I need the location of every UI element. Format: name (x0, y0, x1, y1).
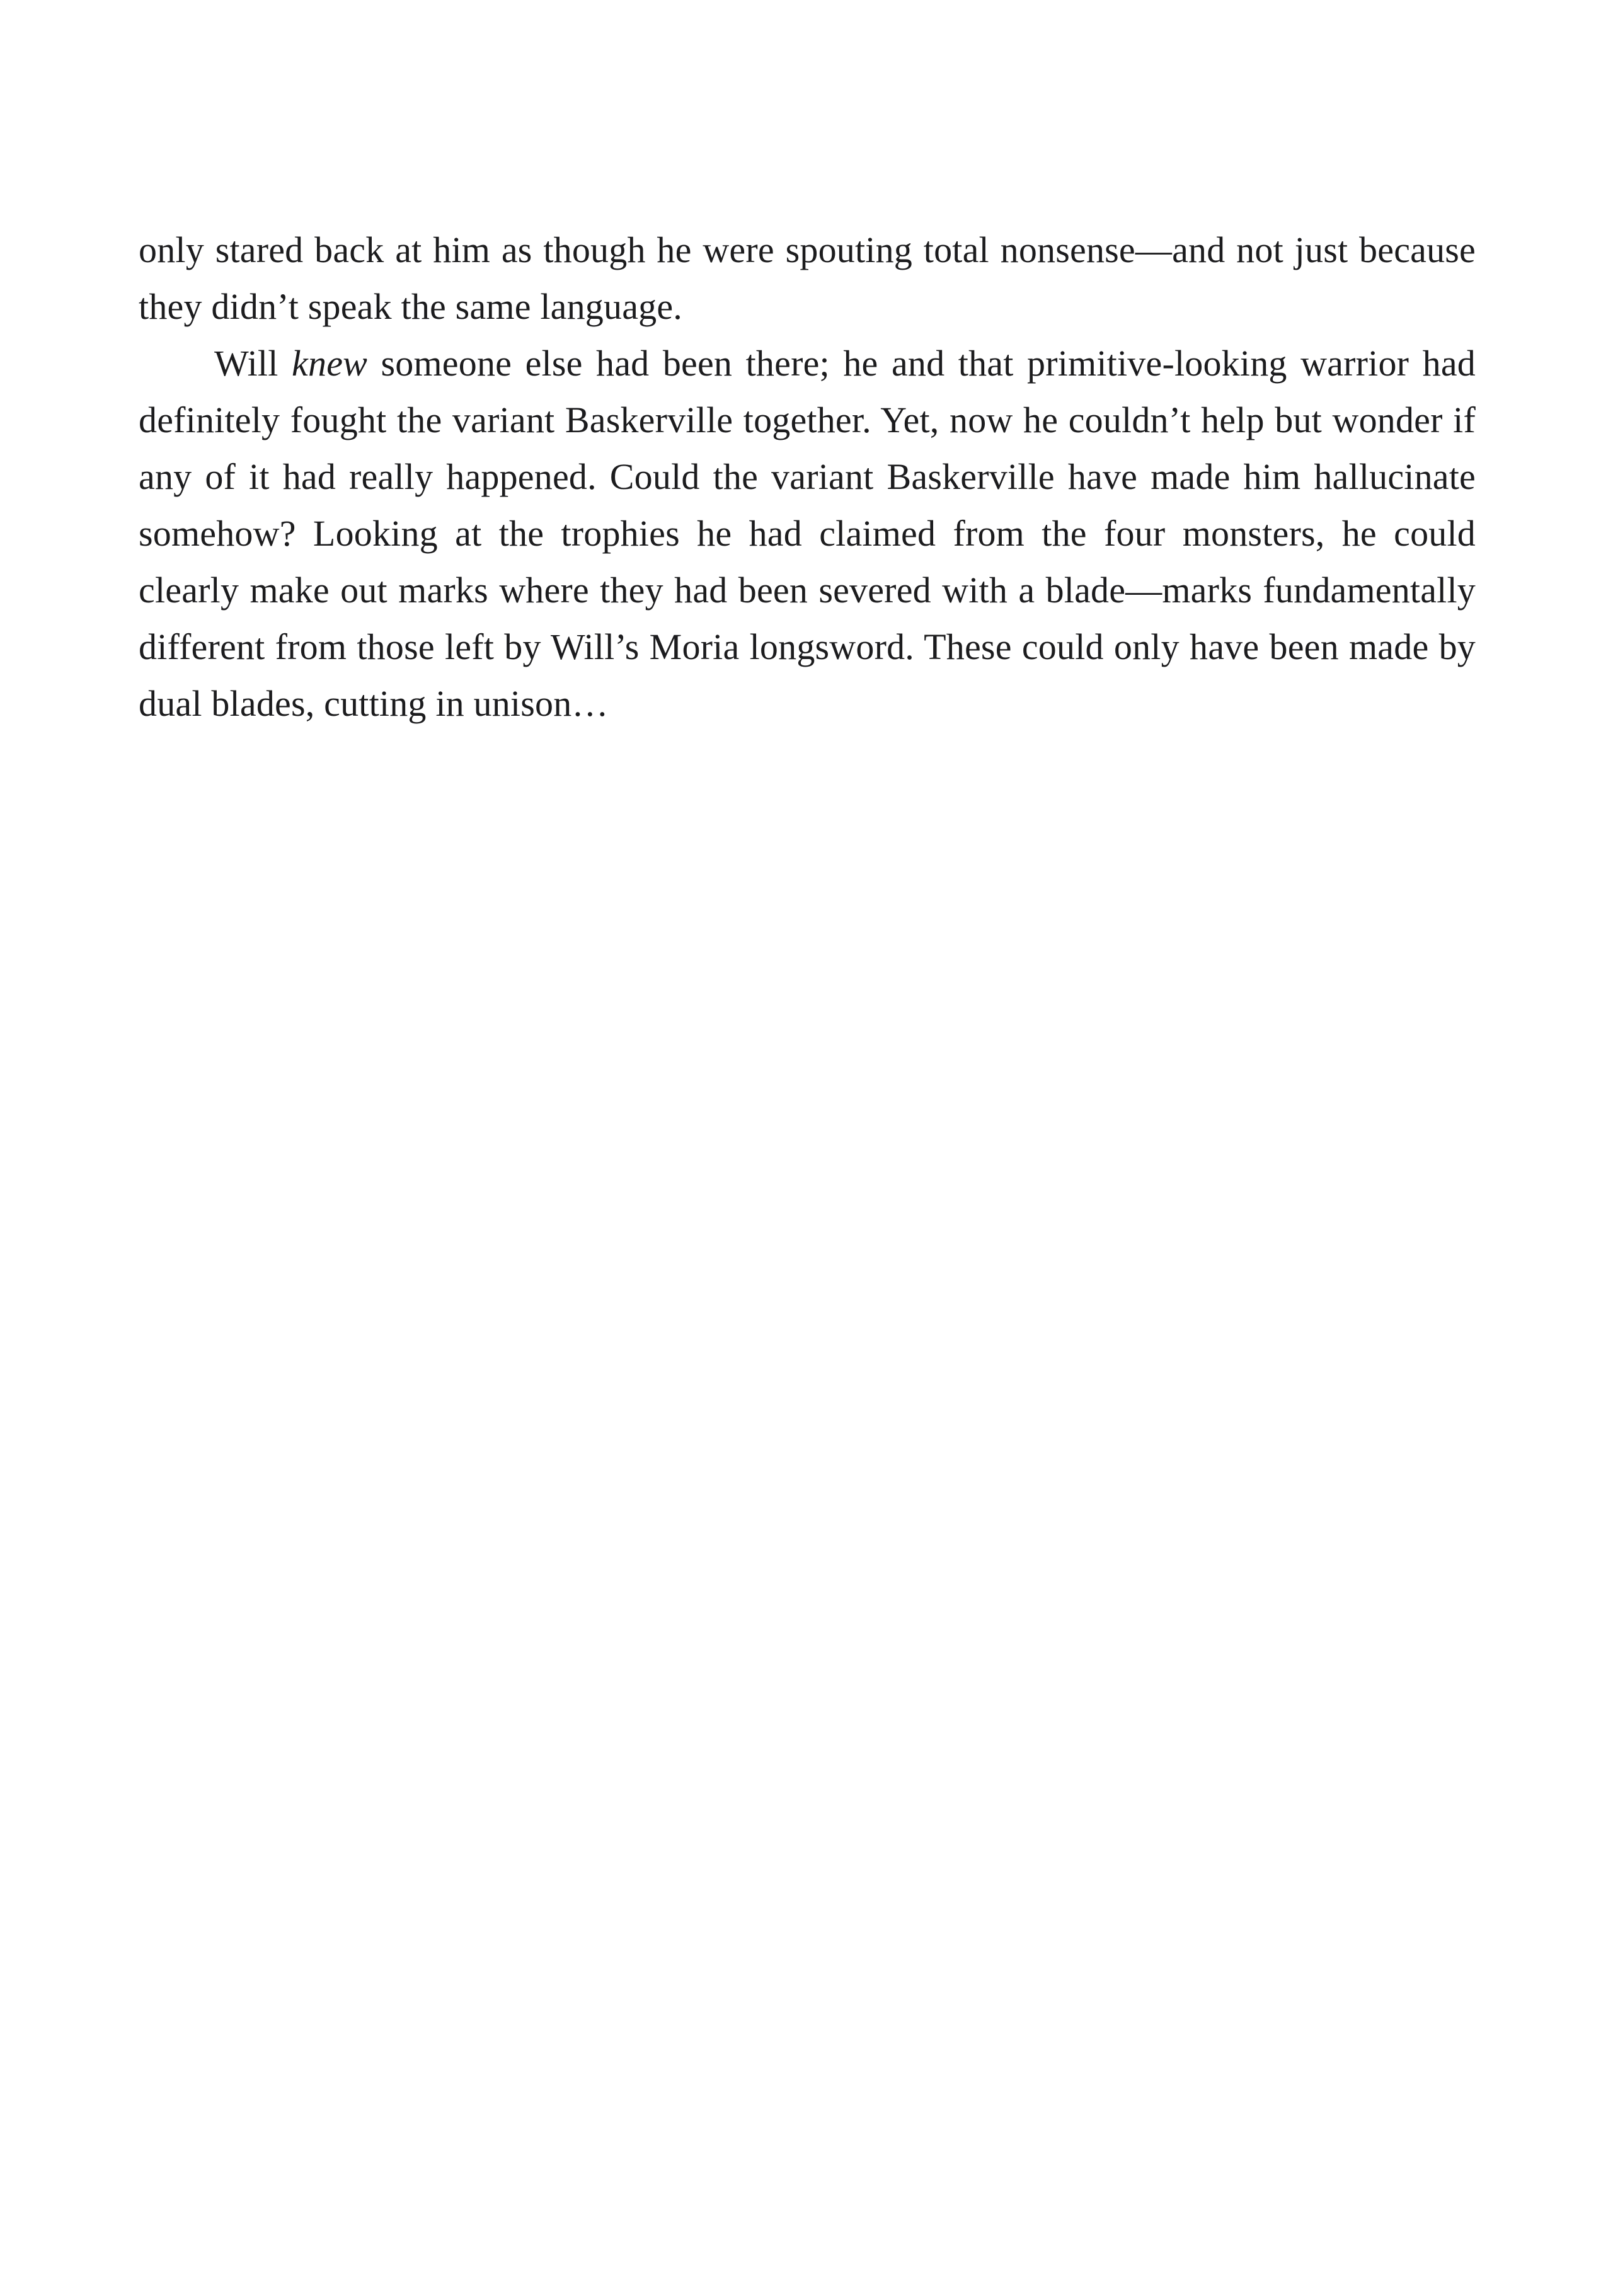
italic-text-run: knew (292, 343, 368, 384)
text-run: only stared back at him as though he were spouting total nonsense—and not just because they didn’t speak the same language. (139, 229, 1476, 327)
text-run: Will (214, 343, 292, 384)
text-run: someone else had been there; he and that primitive-looking warrior had definitely fought the variant Baskerville together. Yet, now he couldn’t help but wonder if any of it had really happened. Could the variant Baskerville have made him hallucinate somehow? Looking at the trophies he had claimed from the four monsters, he could clearly make out marks where they had been severed with a blade—marks fundamentally different from those left by Will’s Moria longsword. These could only have been made by dual blades, cutting in unison… (139, 343, 1476, 724)
page-text (139, 222, 1476, 732)
paragraph (139, 335, 1476, 732)
paragraph (139, 222, 1476, 335)
